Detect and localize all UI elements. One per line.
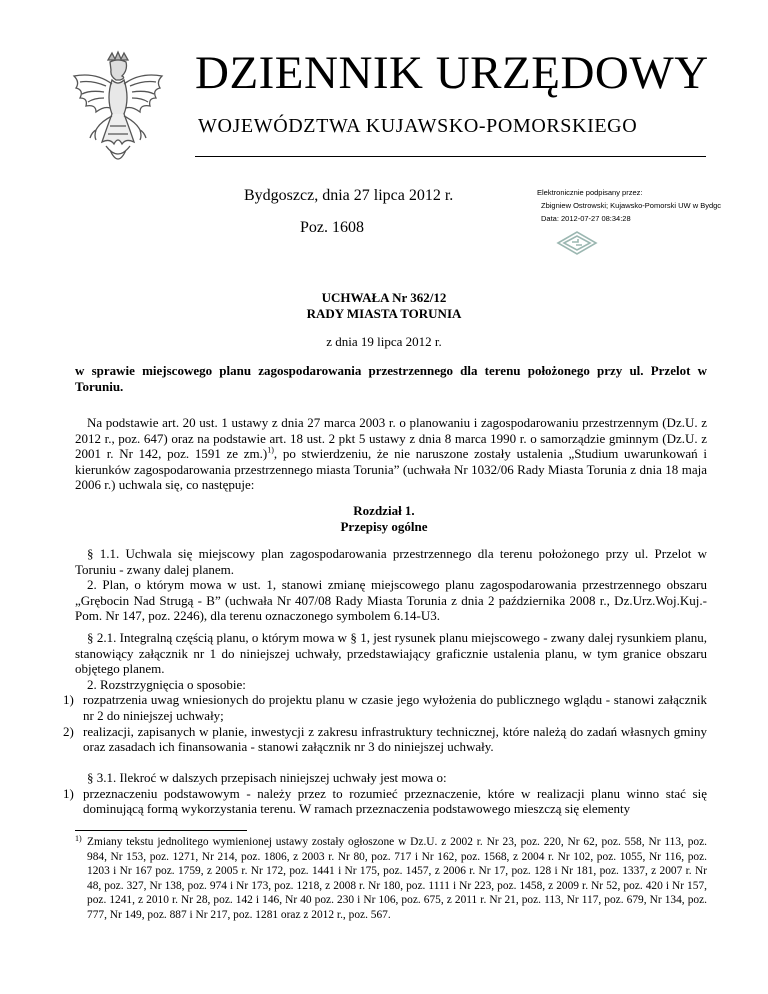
footnote bbox=[75, 835, 707, 923]
signature-line-1: Elektronicznie podpisany przez: bbox=[537, 188, 643, 197]
resolution-date: z dnia 19 lipca 2012 r. bbox=[326, 334, 442, 349]
list-item: 1) przeznaczeniu podstawowym - należy przez to rozumieć przeznaczenie, które w realizacji planu winno stać się dominującą formą wykorzystania terenu. W ramach przeznaczenia podstawowego mieszczą się elementy bbox=[63, 785, 707, 817]
position-number: Poz. 1608 bbox=[300, 219, 364, 236]
section-3 bbox=[63, 770, 707, 817]
resolution-body: RADY MIASTA TORUNIA bbox=[306, 306, 462, 321]
signature-line-2: Zbigniew Ostrowski; Kujawsko-Pomorski UW w Bydgc bbox=[541, 201, 722, 210]
list-item: 2) realizacji, zapisanych w planie, inwestycji z zakresu infrastruktury technicznej, które należą do zadań własnych gminy oraz zasadach ich finansowania - stanowi załącznik nr 3 do niniejszej uchwały. bbox=[63, 723, 707, 755]
chapter-label: Rozdział 1. bbox=[353, 503, 415, 518]
section-1-paragraph-2: 2. Plan, o którym mowa w ust. 1, stanowi zmianę miejscowego planu zagospodarowania przestrzennego obszaru „Grębocin Nad Strugą - B” (uchwała Nr 407/08 Rady Miasta Torunia z dnia 2 października 2008 r., Dz.Urz.Woj.Kuj.-Pom. Nr 147, poz. 2246), dla terenu oznaczonego symbolem 6.14-U3. bbox=[75, 577, 707, 624]
polish-eagle-emblem-icon bbox=[66, 50, 170, 172]
journal-title: DZIENNIK URZĘDOWY bbox=[195, 47, 709, 99]
footnote-reference: 1) bbox=[267, 445, 274, 455]
section-3-paragraph-1: § 3.1. Ilekroć w dalszych przepisach niniejszej uchwały jest mowa o: bbox=[87, 770, 447, 785]
footnote-text: Zmiany tekstu jednolitego wymienionej ustawy zostały ogłoszone w Dz.U. z 2002 r. Nr 23, poz. 220, Nr 62, poz. 558, Nr 113, poz. 984, Nr 153, poz. 1271, Nr 214, poz. 1806, z 2003 r. Nr 80, poz. 717 i Nr 162, poz. 1568, z 2004 r. Nr 102, poz. 1055, Nr 116, poz. 1203 i Nr 167 poz. 1759, z 2005 r. Nr 172, poz. 1441 i Nr 175, poz. 1457, z 2006 r. Nr 17, poz. 128 i Nr 181, poz. 1337, z 2007 r. Nr 48, poz. 327, Nr 138, poz. 974 i Nr 173, poz. 1218, z 2008 r. Nr 180, poz. 1111 i Nr 223, poz. 1458, z 2009 r. Nr 52, poz. 420 i Nr 157, poz. 1241, z 2010 r. Nr 28, poz. 142 i 146, Nr 40 poz. 230 i Nr 106, poz. 675, z 2011 r. Nr 21, poz. 113, Nr 117, poz. 679, Nr 134, poz. 777, Nr 149, poz. 887 i Nr 217, poz. 1281 oraz z 2012 r., poz. 567. bbox=[87, 836, 707, 921]
chapter-title: Przepisy ogólne bbox=[340, 519, 428, 534]
section-2 bbox=[63, 630, 707, 755]
signature-line-3: Data: 2012-07-27 08:34:28 bbox=[541, 214, 631, 223]
footnote-divider bbox=[75, 830, 247, 831]
resolution-subject: w sprawie miejscowego planu zagospodarowania przestrzennego dla terenu położonego przy ul. Przelot w Toruniu. bbox=[75, 363, 707, 394]
section-2-paragraph-1: § 2.1. Integralną częścią planu, o którym mowa w § 1, jest rysunek planu miejscowego - zwany dalej rysunkiem planu, stanowiący załącznik nr 1 do niniejszej uchwały, przedstawiający graficznie ustalenia planu, w tym granice obszaru objętego planem. bbox=[75, 630, 707, 677]
section-1-paragraph-1: § 1.1. Uchwala się miejscowy plan zagospodarowania przestrzennego dla terenu położonego przy ul. Przelot w Toruniu - zwany dalej planem. bbox=[75, 546, 707, 577]
list-item: 1) rozpatrzenia uwag wniesionych do projektu planu w czasie jego wyłożenia do publicznego wglądu - stanowi załącznik nr 2 do niniejszej uchwały; bbox=[63, 692, 707, 723]
header-divider bbox=[195, 156, 706, 157]
signature-validity-mark-icon bbox=[556, 230, 598, 256]
section-2-paragraph-2: 2. Rozstrzygnięcia o sposobie: bbox=[87, 676, 246, 692]
resolution-number: UCHWAŁA Nr 362/12 bbox=[321, 290, 447, 305]
publication-date: Bydgoszcz, dnia 27 lipca 2012 r. bbox=[244, 187, 454, 204]
footnote-marker: 1) bbox=[75, 834, 82, 843]
preamble bbox=[75, 415, 707, 493]
section-1 bbox=[75, 546, 707, 624]
electronic-signature bbox=[537, 186, 721, 225]
preamble-part-2: , po stwierdzeniu, że nie naruszone zostały ustalenia „Studium uwarunkowań i kierunków zagospodarowania przestrzennego miasta Torunia” (uchwała Nr 1032/06 Rady Miasta Torunia z dnia 18 maja 2006 r.) uchwala się, co następuje: bbox=[75, 446, 707, 493]
preamble-part-1: Na podstawie art. 20 ust. 1 ustawy z dnia 27 marca 2003 r. o planowaniu i zagospodarowaniu przestrzennym (Dz.U. z 2012 r., poz. 647) oraz na podstawie art. 18 ust. 2 pkt 5 ustawy z dnia 8 marca 1990 r. o samorządzie gminnym (Dz.U. z 2001 r. Nr 142, poz. 1591 ze zm.) bbox=[75, 415, 707, 462]
journal-subtitle: WOJEWÓDZTWA KUJAWSKO-POMORSKIEGO bbox=[198, 115, 638, 137]
